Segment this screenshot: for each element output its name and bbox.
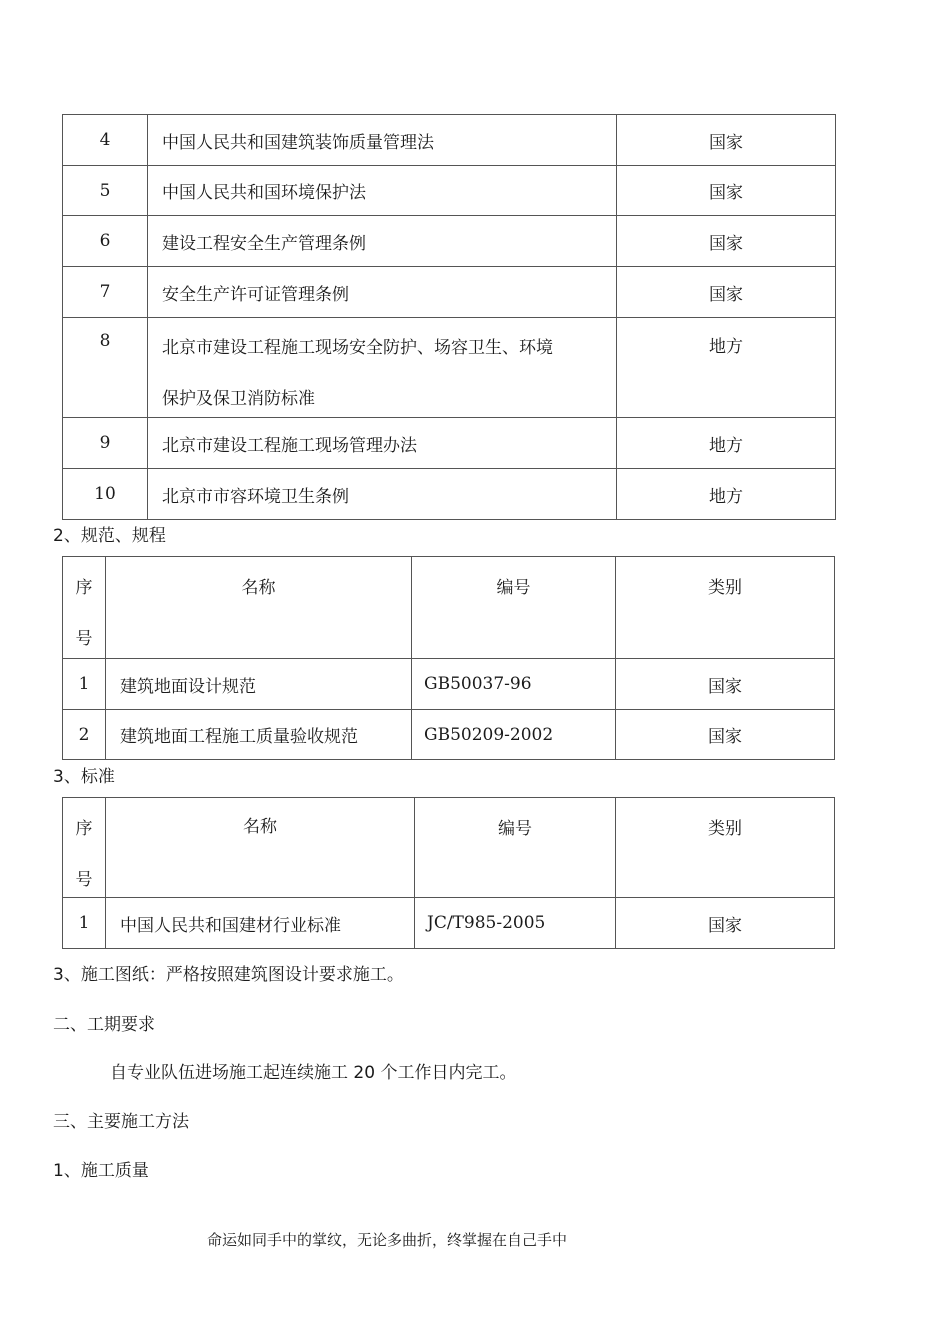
spec-code: GB50209-2002 [412, 710, 616, 760]
header-number-line: 序 [75, 578, 93, 598]
table-row [63, 710, 835, 760]
row-number: 2 [63, 710, 106, 760]
table-row [63, 318, 836, 418]
row-number: 8 [63, 318, 148, 418]
regulation-name [148, 318, 617, 418]
spec-category: 国家 [616, 710, 835, 760]
header-number-line: 号 [75, 629, 93, 649]
header-name: 名称 [106, 557, 412, 659]
table-row [63, 216, 836, 267]
spec-category: 国家 [616, 659, 835, 710]
row-number: 10 [63, 469, 148, 520]
row-number: 9 [63, 418, 148, 469]
table-header-row [63, 798, 835, 898]
standard-code: JC/T985-2005 [415, 898, 616, 949]
table-row [63, 469, 836, 520]
table-header-row [63, 557, 835, 659]
header-number-line: 序 [75, 819, 93, 839]
regulation-category: 地方 [617, 418, 836, 469]
standards-heading: 3、标准 [53, 767, 115, 787]
regulation-category: 国家 [617, 166, 836, 216]
header-category: 类别 [616, 557, 835, 659]
regulation-category: 国家 [617, 216, 836, 267]
table-row [63, 166, 836, 216]
table-row [63, 418, 836, 469]
spec-code: GB50037-96 [412, 659, 616, 710]
methods-heading: 三、主要施工方法 [53, 1112, 189, 1132]
standard-category: 国家 [616, 898, 835, 949]
footer-text: 命运如同手中的掌纹，无论多曲折，终掌握在自己手中 [207, 1231, 568, 1249]
schedule-heading: 二、工期要求 [53, 1015, 155, 1035]
row-number: 7 [63, 267, 148, 318]
regulation-category: 地方 [617, 469, 836, 520]
regulation-category: 国家 [617, 115, 836, 166]
header-code: 编号 [412, 557, 616, 659]
row-number: 4 [63, 115, 148, 166]
header-code: 编号 [415, 798, 616, 898]
regulation-name: 北京市市容环境卫生条例 [148, 469, 617, 520]
row-number: 5 [63, 166, 148, 216]
table-row [63, 115, 836, 166]
row-number: 6 [63, 216, 148, 267]
header-name: 名称 [106, 798, 415, 898]
header-number-line: 号 [75, 870, 93, 890]
quality-heading: 1、施工质量 [53, 1161, 149, 1181]
drawings-line: 3、施工图纸：严格按照建筑图设计要求施工。 [53, 965, 404, 985]
regulation-name: 中国人民共和国环境保护法 [148, 166, 617, 216]
table-row [63, 267, 836, 318]
row-number: 1 [63, 898, 106, 949]
specs-heading: 2、规范、规程 [53, 526, 166, 546]
regulation-category: 地方 [617, 318, 836, 418]
regulation-category: 国家 [617, 267, 836, 318]
regulation-name: 建设工程安全生产管理条例 [148, 216, 617, 267]
regulation-name-line: 保护及保卫消防标准 [162, 389, 315, 409]
regulation-name: 安全生产许可证管理条例 [148, 267, 617, 318]
standards-table [62, 797, 835, 949]
standard-name: 中国人民共和国建材行业标准 [106, 898, 415, 949]
spec-name: 建筑地面工程施工质量验收规范 [106, 710, 412, 760]
specs-table [62, 556, 835, 760]
regulation-name: 北京市建设工程施工现场管理办法 [148, 418, 617, 469]
spec-name: 建筑地面设计规范 [106, 659, 412, 710]
regulation-name: 中国人民共和国建筑装饰质量管理法 [148, 115, 617, 166]
laws-table [62, 114, 836, 520]
header-category: 类别 [616, 798, 835, 898]
header-number [63, 798, 106, 898]
row-number: 1 [63, 659, 106, 710]
regulation-name-line: 北京市建设工程施工现场安全防护、场容卫生、环境 [162, 338, 553, 358]
schedule-text: 自专业队伍进场施工起连续施工 20 个工作日内完工。 [110, 1063, 517, 1083]
table-row [63, 659, 835, 710]
table-row [63, 898, 835, 949]
header-number [63, 557, 106, 659]
